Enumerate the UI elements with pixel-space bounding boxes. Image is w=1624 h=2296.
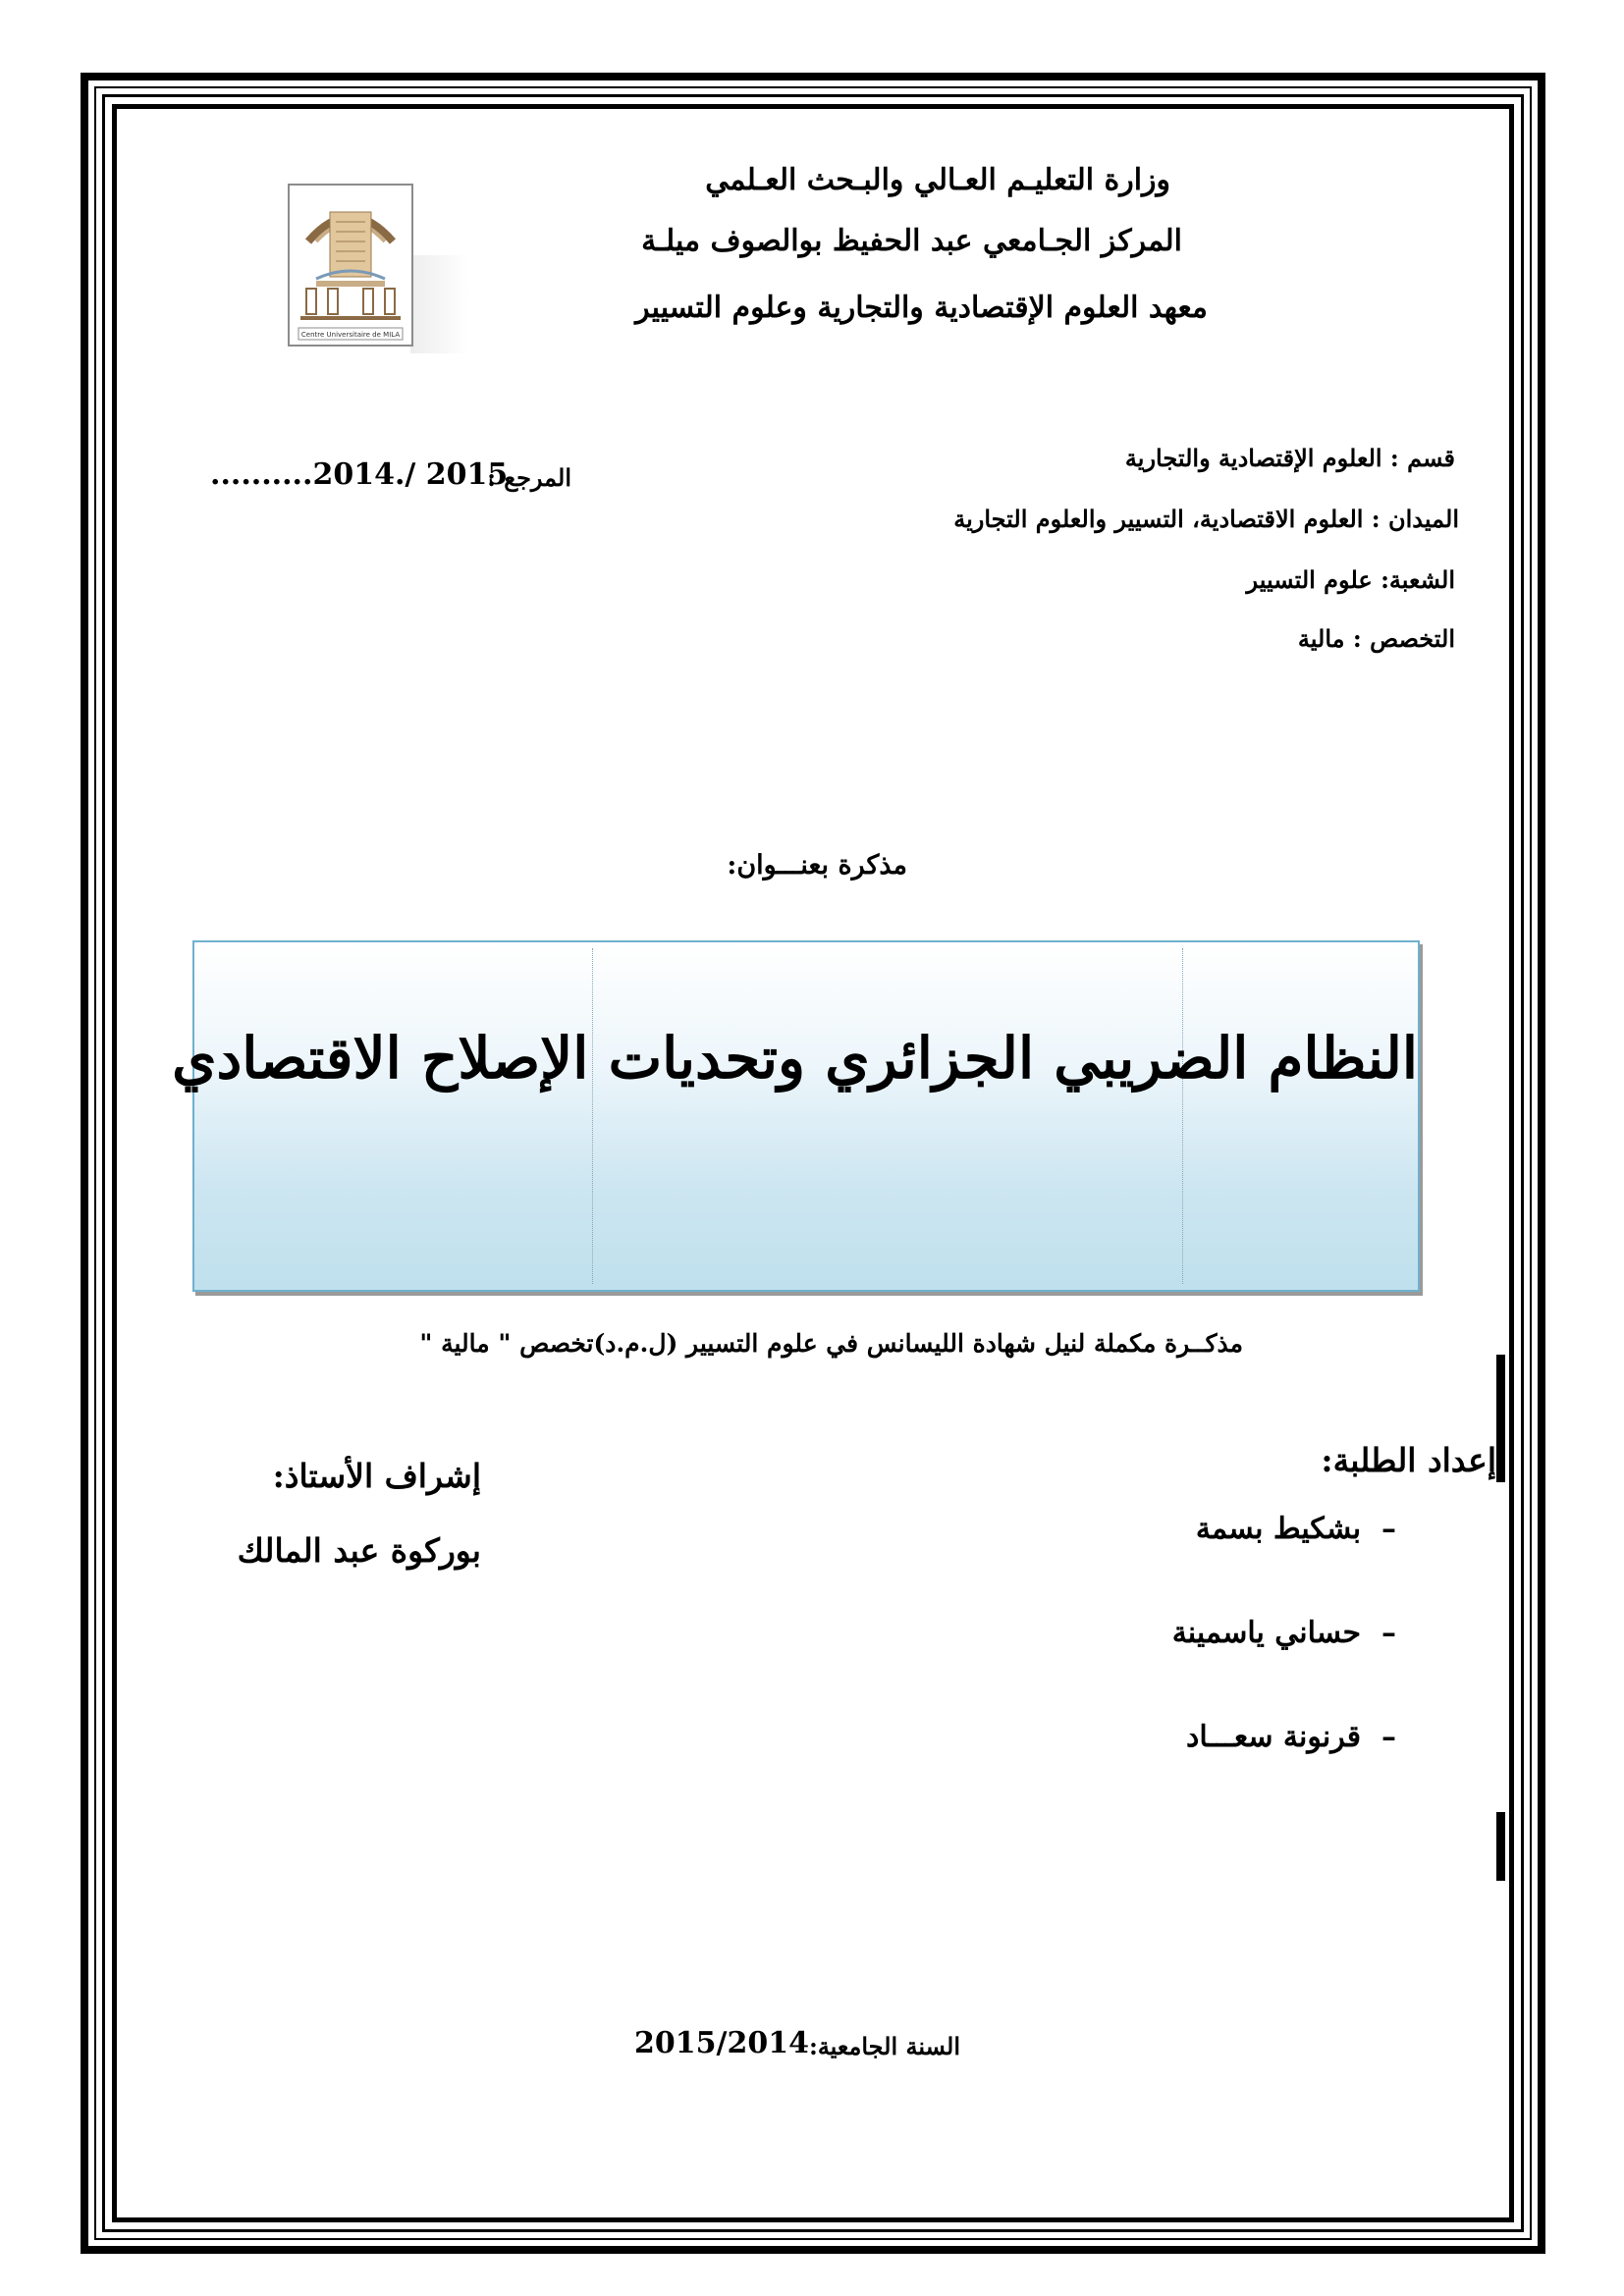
student-name-text: قرنونة سعـــاد xyxy=(1186,1720,1362,1754)
branch-line: الشعبة: علوم التسيير xyxy=(1246,565,1455,594)
academic-year-value: 2015/2014 xyxy=(634,2026,809,2060)
thesis-title-box xyxy=(172,940,1420,1292)
student-name xyxy=(1186,1720,1396,1754)
side-bar-mark xyxy=(1496,1355,1505,1482)
side-bar-mark xyxy=(1496,1812,1505,1881)
academic-year-label: السنة الجامعية: xyxy=(808,2032,960,2060)
title-box-divider xyxy=(592,948,593,1284)
reference-value: ..........2014./ 2015 xyxy=(210,457,509,492)
student-name xyxy=(1196,1512,1396,1546)
logo-shadow xyxy=(410,255,469,353)
thesis-subtitle: مذكــرة مكملة لنيل شهادة الليسانس في علوم التسيير (ل.م.د)تخصص " مالية " xyxy=(419,1329,1243,1358)
student-name-text: بشكيط بسمة xyxy=(1195,1512,1362,1546)
supervisor-name: بوركوة عبد المالك xyxy=(237,1531,481,1570)
memo-label: مذكرة بعنـــوان: xyxy=(727,850,907,881)
thesis-title: النظام الضريبي الجزائري وتحديات الإصلاح الاقتصادي xyxy=(172,1025,1418,1092)
field-line: الميدان : العلوم الاقتصادية، التسيير والعلوم التجارية xyxy=(953,505,1459,533)
student-dash: – xyxy=(1381,1720,1396,1754)
title-box-divider xyxy=(1182,948,1183,1284)
student-dash: – xyxy=(1381,1616,1396,1650)
university-building-logo xyxy=(287,183,414,347)
institute-name: معهد العلوم الإقتصادية والتجارية وعلوم التسيير xyxy=(635,291,1208,325)
department-line: قسم : العلوم الإقتصادية والتجارية xyxy=(1124,444,1455,472)
logo-caption: Centre Universitaire de MILA xyxy=(300,331,401,339)
university-center-name: المركز الجـامعي عبد الحفيظ بوالصوف ميلـة xyxy=(641,224,1182,258)
supervisor-heading: إشراف الأستاذ: xyxy=(272,1457,481,1495)
specialty-line: التخصص : مالية xyxy=(1297,624,1455,653)
student-dash: – xyxy=(1381,1512,1396,1546)
students-heading: إعداد الطلبة: xyxy=(1321,1441,1496,1479)
student-name xyxy=(1172,1616,1396,1650)
reference-label: المرجع : xyxy=(487,463,571,492)
ministry-name: وزارة التعليـم العـالي والبـحث العـلمي xyxy=(705,163,1170,197)
student-name-text: حساني ياسمينة xyxy=(1171,1616,1362,1650)
